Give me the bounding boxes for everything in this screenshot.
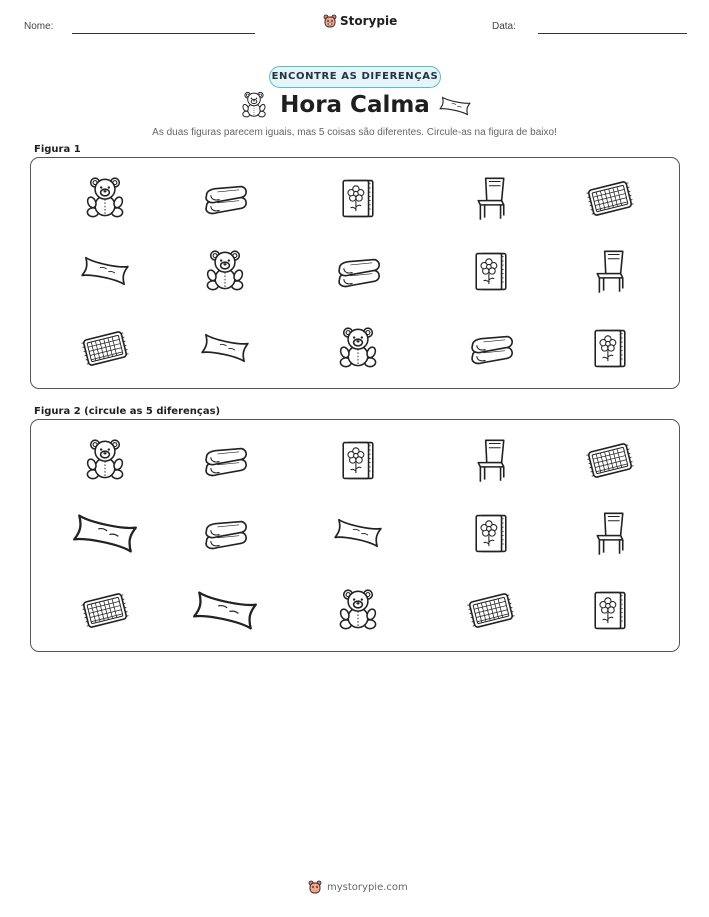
figure-1-cell-2-5 bbox=[570, 235, 650, 307]
figure-1-cell-3-5 bbox=[570, 312, 650, 384]
book-icon bbox=[339, 439, 377, 482]
figure-1-cell-3-1 bbox=[65, 312, 145, 384]
figure-2-cell-2-4[interactable] bbox=[451, 497, 531, 569]
blanket-icon bbox=[200, 442, 250, 479]
rug-icon bbox=[584, 439, 636, 482]
book-icon bbox=[472, 250, 510, 293]
figure-2-cell-2-5[interactable] bbox=[570, 497, 650, 569]
title-teddy-icon bbox=[240, 91, 268, 123]
rug-icon bbox=[79, 327, 131, 370]
footer-url[interactable]: mystorypie.com bbox=[327, 881, 408, 893]
figure-1-cell-1-3 bbox=[318, 162, 398, 234]
figure-2-cell-2-2[interactable] bbox=[185, 497, 265, 569]
teddy-bear-icon bbox=[83, 176, 127, 220]
figure-1-cell-2-3 bbox=[318, 235, 398, 307]
activity-badge: ENCONTRE AS DIFERENÇAS bbox=[269, 66, 441, 88]
instructions: As duas figuras parecem iguais, mas 5 coisas são diferentes. Circule-as na figura de baixo! bbox=[152, 127, 557, 138]
teddy-bear-icon bbox=[203, 249, 247, 293]
teddy-bear-icon bbox=[83, 438, 127, 482]
chair-icon bbox=[474, 437, 508, 484]
figure-1-panel bbox=[30, 157, 680, 389]
figure-1-cell-2-1 bbox=[65, 235, 145, 307]
date-line[interactable] bbox=[538, 33, 687, 34]
figure-2-cell-3-5[interactable] bbox=[570, 574, 650, 646]
figure-2-cell-2-3[interactable] bbox=[318, 497, 398, 569]
title-pillow-icon bbox=[438, 94, 472, 122]
figure-1-cell-3-3 bbox=[318, 312, 398, 384]
rug-icon bbox=[465, 589, 517, 632]
footer bbox=[308, 880, 408, 894]
blanket-icon bbox=[200, 180, 250, 217]
book-icon bbox=[339, 177, 377, 220]
figure-1-cell-1-5 bbox=[570, 162, 650, 234]
blanket-icon bbox=[200, 515, 250, 552]
figure-1-cell-3-4 bbox=[451, 312, 531, 384]
figure-2-cell-3-4[interactable] bbox=[451, 574, 531, 646]
name-line[interactable] bbox=[72, 33, 255, 34]
figure-1-cell-1-1 bbox=[65, 162, 145, 234]
figure-2-cell-3-3[interactable] bbox=[318, 574, 398, 646]
figure-1-cell-1-2 bbox=[185, 162, 265, 234]
page-title: Hora Calma bbox=[280, 92, 430, 118]
figure-2-cell-1-1[interactable] bbox=[65, 424, 145, 496]
teddy-bear-icon bbox=[336, 588, 380, 632]
rug-icon bbox=[584, 177, 636, 220]
pillow-icon bbox=[190, 589, 260, 632]
figure-2-cell-1-4[interactable] bbox=[451, 424, 531, 496]
date-label: Data: bbox=[492, 21, 516, 32]
storypie-footer-logo-icon bbox=[308, 880, 322, 894]
rug-icon bbox=[79, 589, 131, 632]
figure-2-cell-3-1[interactable] bbox=[65, 574, 145, 646]
figure-2-cell-1-3[interactable] bbox=[318, 424, 398, 496]
chair-icon bbox=[474, 175, 508, 222]
blanket-icon bbox=[466, 330, 516, 367]
figure-2-panel[interactable] bbox=[30, 419, 680, 652]
pillow-icon bbox=[199, 332, 251, 364]
book-icon bbox=[591, 327, 629, 370]
name-label: Nome: bbox=[24, 21, 54, 32]
storypie-logo-icon bbox=[323, 14, 337, 28]
book-icon bbox=[472, 512, 510, 555]
figure-1-cell-2-2 bbox=[185, 235, 265, 307]
chair-icon bbox=[593, 510, 627, 557]
teddy-bear-icon bbox=[336, 326, 380, 370]
chair-icon bbox=[593, 248, 627, 295]
figure-1-cell-2-4 bbox=[451, 235, 531, 307]
figure-1-cell-3-2 bbox=[185, 312, 265, 384]
figure-2-label: Figura 2 (circule as 5 diferenças) bbox=[34, 406, 221, 417]
figure-2-cell-1-2[interactable] bbox=[185, 424, 265, 496]
pillow-icon bbox=[79, 255, 131, 287]
figure-2-cell-3-2[interactable] bbox=[185, 574, 265, 646]
brand-name: Storypie bbox=[340, 14, 398, 28]
figure-2-cell-2-1[interactable] bbox=[65, 497, 145, 569]
blanket-icon bbox=[333, 253, 383, 290]
pillow-icon bbox=[332, 517, 384, 549]
pillow-icon bbox=[70, 512, 140, 555]
brand-logo bbox=[323, 14, 397, 28]
figure-2-cell-1-5[interactable] bbox=[570, 424, 650, 496]
book-icon bbox=[591, 589, 629, 632]
figure-1-label: Figura 1 bbox=[34, 144, 81, 155]
figure-1-cell-1-4 bbox=[451, 162, 531, 234]
